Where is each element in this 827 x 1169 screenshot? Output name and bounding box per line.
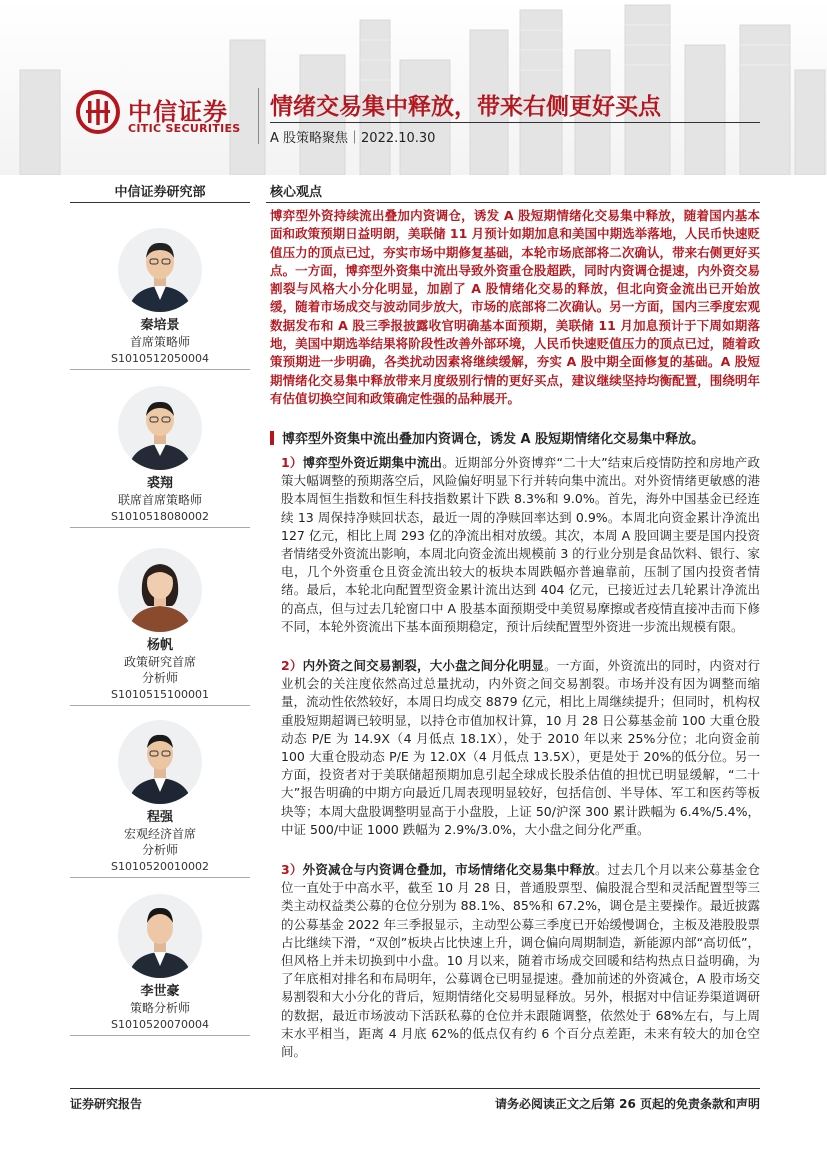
analyst-role: 政策研究首席 — [123, 655, 196, 669]
analyst-license: S1010518080002 — [111, 510, 209, 523]
analyst-name: 李世豪 — [140, 984, 180, 999]
red-bar-marker — [270, 431, 274, 445]
paragraph-number: 3） — [281, 862, 303, 877]
analyst-name: 秦培景 — [140, 318, 180, 333]
paragraph-number: 1） — [281, 455, 303, 470]
report-title: 情绪交易集中释放，带来右侧更好买点 — [270, 94, 661, 120]
analyst-card — [70, 386, 250, 528]
paragraph-heading: 外资减仓与内资调仓叠加，市场情绪化交易集中释放 — [302, 862, 595, 877]
body-paragraph — [281, 657, 760, 839]
department-underline — [70, 202, 250, 203]
analyst-role: 策略分析师 — [129, 1001, 190, 1015]
core-view-heading: 核心观点 — [270, 185, 323, 200]
analyst-card — [70, 720, 250, 878]
paragraph-body: 。一方面，外资流出的同时，内资对行业机会的关注度依然高过总量扰动，内外资之间交易割裂。市场并没有因为调整而缩量，流动性依然较好，本周日均成交 8879 亿元，相比上周继续提升；但同时，机构权重股短期超调已较明显，以持仓市值加权计算，10 月 28 日公募基金前 100 大重仓股动态 P/E 为 14.9X（4 月低点 18.1X），处于 2010 年以来 25%分位；北向资金前 100 大重仓股动态 P/E 为 12.0X（4 月低点 13.5X），更是处于 20%的低分位。另一方面，投资者对于美联储超预期加息引起全球成长股杀估值的担忧已明显缓解，“二十大”报告明确的中期方向最近几周表现明显较好，包括信创、半导体、军工和医药等板块等；本周大盘股调整明显高于小盘股，上证 50/沪深 300 累计跌幅为 6.4%/5.4%，中证 500/中证 1000 跌幅为 2.9%/3.0%，大小盘之间分化严重。 — [281, 658, 760, 837]
paragraph-heading: 博弈型外资近期集中流出 — [302, 455, 443, 470]
analyst-license: S1010520070004 — [111, 1018, 209, 1031]
core-view-underline — [266, 202, 760, 203]
citic-logo-icon — [76, 90, 120, 134]
section-summary — [270, 428, 760, 447]
analyst-role-line2: 分析师 — [141, 671, 178, 685]
analyst-license: S1010520010002 — [111, 860, 209, 873]
analyst-card — [70, 228, 250, 370]
report-subtitle: A 股策略聚焦｜2022.10.30 — [270, 131, 436, 146]
paragraph-number: 2） — [281, 658, 303, 673]
analyst-photo-avatar — [118, 228, 202, 312]
analyst-divider — [70, 1035, 250, 1036]
analyst-role: 宏观经济首席 — [123, 827, 196, 841]
analyst-license: S1010512050004 — [111, 352, 209, 365]
department-title: 中信证券研究部 — [114, 185, 206, 200]
analyst-divider — [70, 369, 250, 370]
footer-divider — [70, 1088, 760, 1089]
analyst-card — [70, 548, 250, 706]
body-paragraph — [281, 454, 760, 636]
analyst-divider — [70, 705, 250, 706]
core-view-text: 博弈型外资持续流出叠加内资调仓，诱发 A 股短期情绪化交易集中释放，随着国内基本面和政策预期日益明朗，美联储 11 月预计如期加息和美国中期选举落地，人民币快速贬值压力的顶点已过，夯实市场中期修复基础，本轮市场底部将二次确认，带来右侧更好买点。一方面，博弈型外资集中流出导致外资重仓股超跌，同时内资调仓提速，内外资交易割裂与风格大小分化明显，加剧了 A 股情绪化交易的释放，但北向资金流出已开始放缓，随着市场成交与波动同步放大，市场的底部将二次确认。另一方面，国内三季度宏观数据发布和 A 股三季报披露收官明确基本面预期，美联储 11 月加息预计于下周如期落地，美国中期选举结果将阶段性改善外部环境，人民币快速贬值压力的顶点已过，随着政策预期进一步明确，各类扰动因素将继续缓解，夯实 A 股中期全面修复的基础。A 股短期情绪化交易集中释放带来月度级别行情的更好买点，建议继续坚持均衡配置，围绕明年有估值切换空间和政策确定性强的品种展开。 — [270, 208, 760, 406]
analyst-photo-avatar — [118, 548, 202, 632]
analyst-role-line2: 分析师 — [141, 843, 178, 857]
paragraph-heading: 内外资之间交易割裂，大小盘之间分化明显 — [302, 658, 545, 673]
brand-name-cn: 中信证券 — [128, 98, 228, 126]
analyst-photo-avatar — [118, 720, 202, 804]
paragraph-body: 。近期部分外资博弈“二十大”结束后疫情防控和房地产政策大幅调整的预期落空后，风险偏好明显下行并转向集中流出。对外资情绪更敏感的港股本周恒生指数和恒生科技指数累计下跌 8.3%和 9.0%。首先，海外中国基金已经连续 13 周保持净赎回状态，最近一周的净赎回率达到 0.9%。本周北向资金累计净流出 127 亿元，相比上周 293 亿的净流出相对放缓。其次，本周 A 股回调主要是国内投资者情绪受外资流出影响，本周北向资金流出规模前 3 的行业分别是食品饮料、银行、家电，几个外资重仓且资金流出较大的板块本周跌幅亦普遍靠前，压制了国内投资者情绪。最后，本轮北向配置型资金累计流出达到 404 亿元，已接近过去几轮累计净流出的高点，但与过去几轮窗口中 A 股基本面预期受中美贸易摩擦或者疫情直接冲击而下修不同，本轮外资流出下基本面预期稳定，预计后续配置型外资进一步流出规模有限。 — [281, 455, 760, 634]
title-underline — [270, 122, 760, 123]
analyst-card — [70, 894, 250, 1036]
brand-name-en: CITIC SECURITIES — [128, 122, 241, 135]
footer-disclaimer: 请务必阅读正文之后第 26 页起的免责条款和声明 — [494, 1097, 760, 1111]
body-paragraph — [281, 861, 760, 1061]
analyst-photo-avatar — [118, 386, 202, 470]
analyst-photo-avatar — [118, 894, 202, 978]
analyst-divider — [70, 527, 250, 528]
section-summary-text: 博弈型外资集中流出叠加内资调仓，诱发 A 股短期情绪化交易集中释放。 — [282, 432, 705, 447]
footer-report-type: 证券研究报告 — [70, 1097, 143, 1111]
paragraph-body: 。过去几个月以来公募基金仓位一直处于中高水平，截至 10 月 28 日，普通股票型、偏股混合型和灵活配置型等三类主动权益类公募的仓位分别为 88.1%、85%和 67.2%，调仓是主要操作。最近披露的公募基金 2022 年三季报显示，主动型公募三季度已开始缓慢调仓，主板及港股股票占比继续下滑，“双创”板块占比快速上升，调仓偏向周期制造，新能源内部“高切低”，但风格上并未切换到中小盘。10 月以来，随着市场成交回暖和结构热点日益明确，为了年底相对排名和布局明年，公募调仓已明显提速。叠加前述的外资减仓，A 股市场交易割裂和大小分化的背后，短期情绪化交易明显释放。另外，根据对中信证券渠道调研的数据，最近市场波动下活跃私募的仓位并未跟随调整，依然处于 68%左右，与上周末水平相当，距离 4 月底 62%的低点仅有约 6 个百分点差距，未来有较大的加仓空间。 — [281, 862, 760, 1060]
analyst-name: 杨帆 — [146, 638, 173, 653]
analyst-role: 联席首席策略师 — [117, 493, 202, 507]
analyst-license: S1010515100001 — [111, 688, 209, 701]
analyst-name: 裘翔 — [146, 476, 173, 491]
header-divider — [258, 88, 259, 144]
analyst-divider — [70, 877, 250, 878]
analyst-name: 程强 — [146, 810, 173, 825]
analyst-role: 首席策略师 — [129, 335, 190, 349]
